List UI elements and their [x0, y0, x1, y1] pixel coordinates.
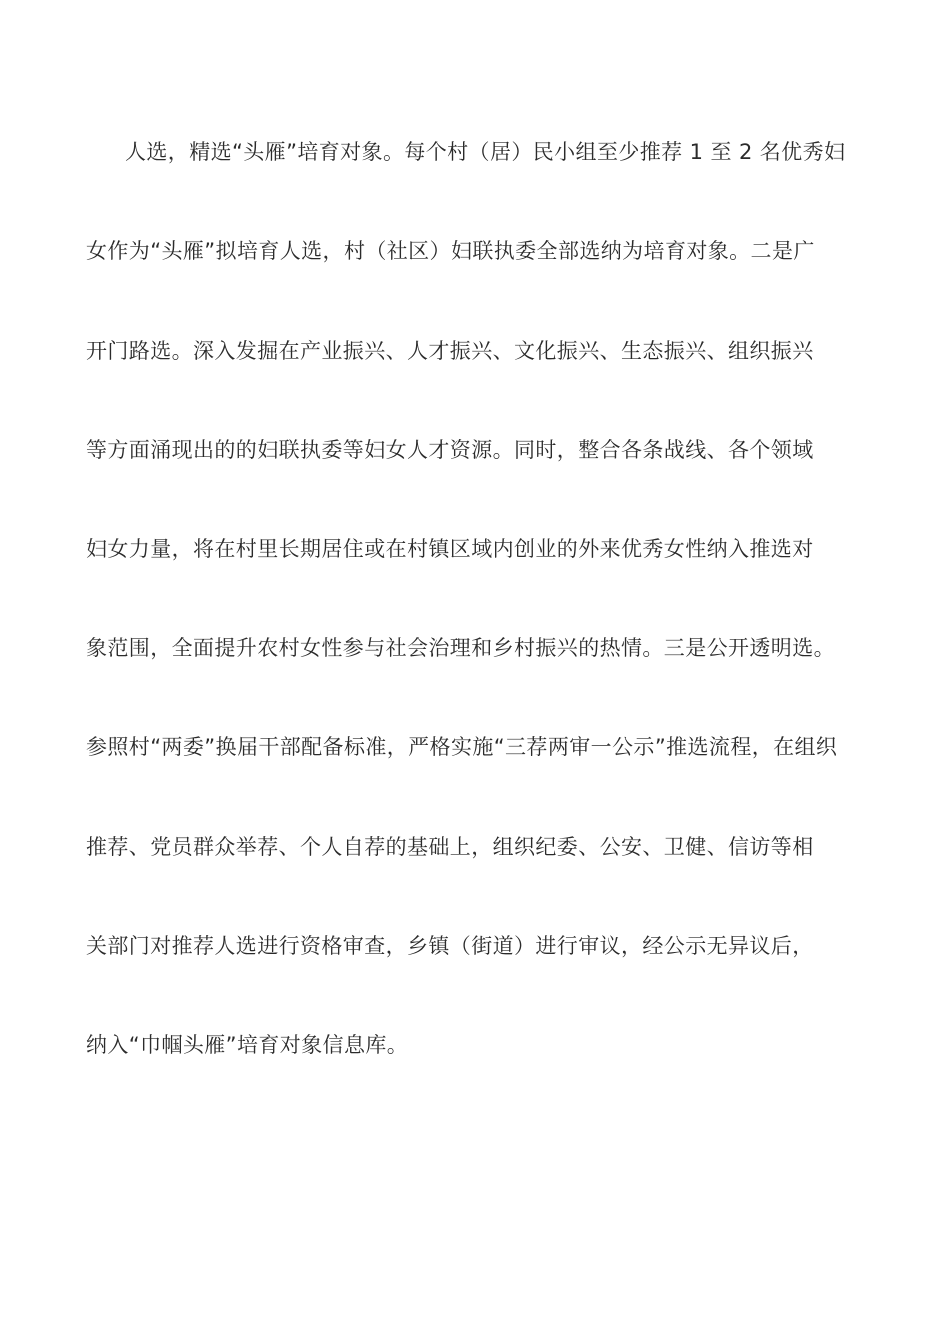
paragraph-line-2: 女作为“头雁”拟培育人选，村（社区）妇联执委全部选纳为培育对象。二是广	[86, 239, 815, 263]
paragraph-line-3: 开门路选。深入发掘在产业振兴、人才振兴、文化振兴、生态振兴、组织振兴	[86, 339, 814, 363]
paragraph-line-8: 推荐、党员群众举荐、个人自荐的基础上，组织纪委、公安、卫健、信访等相	[86, 835, 814, 859]
paragraph-line-9: 关部门对推荐人选进行资格审查，乡镇（街道）进行审议，经公示无异议后，	[86, 934, 814, 958]
paragraph-line-1: 人选，精选“头雁”培育对象。每个村（居）民小组至少推荐 1 至 2 名优秀妇	[125, 140, 846, 164]
paragraph-line-10: 纳入“巾帼头雁”培育对象信息库。	[86, 1033, 409, 1057]
paragraph-line-7: 参照村“两委”换届干部配备标准，严格实施“三荐两审一公示”推选流程，在组织	[86, 735, 838, 759]
paragraph-line-6: 象范围，全面提升农村女性参与社会治理和乡村振兴的热情。三是公开透明选。	[86, 636, 835, 660]
paragraph-line-4: 等方面涌现出的的妇联执委等妇女人才资源。同时，整合各条战线、各个领域	[86, 438, 814, 462]
paragraph-line-5: 妇女力量，将在村里长期居住或在村镇区域内创业的外来优秀女性纳入推选对	[86, 537, 814, 561]
